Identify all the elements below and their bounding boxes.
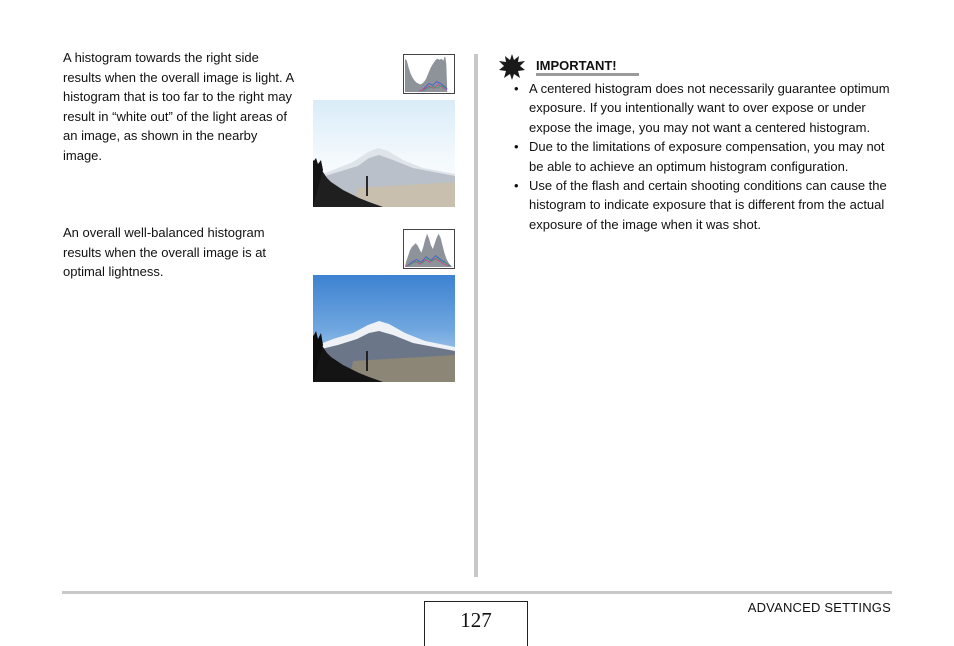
starburst-icon [499,54,525,80]
important-bullet-list [514,79,894,234]
column-divider [474,54,478,577]
bullet-icon: • [514,81,519,96]
histogram-overexposed [403,54,455,94]
overexposed-description: A histogram towards the right side results when the overall image is light. A histogram that is too far to the right may result in “white out” of the light areas of an image, as shown in the nearby image. [63,50,294,163]
overexposed-mountain-photo [313,100,455,207]
histogram-balanced [403,229,455,269]
page-number-box [424,601,528,646]
important-underline [536,73,639,76]
important-title: IMPORTANT! [536,58,617,73]
bullet-text: Use of the flash and certain shooting conditions can cause the histogram to indicate exposure that is different from the actual exposure of the image when it was shot. [529,178,887,232]
list-item [514,137,894,176]
balanced-description: An overall well-balanced histogram results when the overall image is at optimal lightness. [63,225,267,279]
page-number: 127 [460,608,492,632]
important-notice [499,54,899,232]
bullet-text: A centered histogram does not necessarily guarantee optimum exposure. If you intentionally want to over expose or under expose the image, you may not want a centered histogram. [529,81,890,135]
balanced-mountain-photo [313,275,455,382]
section-title: ADVANCED SETTINGS [747,600,891,615]
bullet-icon: • [514,139,519,155]
bullet-text: Due to the limitations of exposure compensation, you may not be able to achieve an optimum histogram configuration. [529,139,885,174]
important-header [499,54,899,78]
footer-rule [62,591,892,594]
list-item [514,176,894,234]
bullet-icon: • [514,178,519,194]
list-item [514,79,894,137]
